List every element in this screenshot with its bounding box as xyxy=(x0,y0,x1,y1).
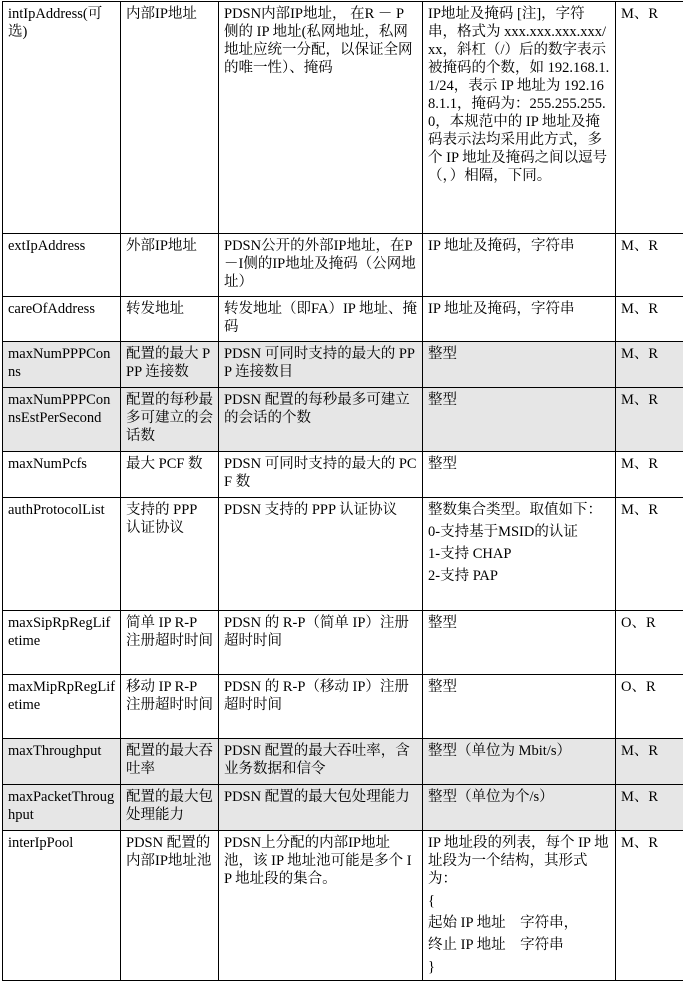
param-name-cell: authProtocolList xyxy=(3,498,121,611)
param-name-cell: careOfAddress xyxy=(3,297,121,342)
param-cn-name-cell: 外部IP地址 xyxy=(121,234,219,297)
param-desc-cell: PDSN 配置的最大吞吐率，含业务数据和信令 xyxy=(219,739,423,785)
param-type-cell xyxy=(423,342,616,388)
param-desc-cell: PDSN公开的外部IP地址，在P－I侧的IP地址及掩码（公网地址） xyxy=(219,234,423,297)
param-name-cell: interIpPool xyxy=(3,831,121,981)
type-line: { xyxy=(428,892,611,910)
type-line: IP地址及掩码 [注]，字符串，格式为 xxx.xxx.xxx.xxx/xx，斜杠（/）后的数字表示被掩码的个数，如 192.168.1.1/24，表示 IP 地址为 192.168.1.1，掩码为：255.255.255.0，本规范中的 IP 地址及掩码表示法均采用此方式，多个 IP 地址及掩码之间以逗号（，）相隔，下同。 xyxy=(428,5,611,185)
param-cn-name-cell: 最大 PCF 数 xyxy=(121,452,219,498)
param-mr-cell: M、R xyxy=(616,739,683,785)
param-mr-cell: M、R xyxy=(616,2,683,234)
type-line: IP 地址及掩码，字符串 xyxy=(428,300,611,318)
table-row xyxy=(3,388,683,452)
param-mr-cell: M、R xyxy=(616,452,683,498)
param-mr-cell: M、R xyxy=(616,297,683,342)
param-mr-cell: M、R xyxy=(616,234,683,297)
type-line: 终止 IP 地址 字符串 xyxy=(428,936,611,954)
param-cn-name-cell: PDSN 配置的内部IP地址池 xyxy=(121,831,219,981)
type-line: 起始 IP 地址 字符串， xyxy=(428,914,611,932)
param-type-cell xyxy=(423,785,616,831)
table-row xyxy=(3,342,683,388)
param-desc-cell: PDSN 可同时支持的最大的 PPP 连接数目 xyxy=(219,342,423,388)
type-line: 整型（单位为个/s） xyxy=(428,788,611,806)
param-mr-cell: O、R xyxy=(616,611,683,675)
table-row xyxy=(3,739,683,785)
table-row xyxy=(3,234,683,297)
param-desc-cell: PDSN 的 R-P（简单 IP）注册超时时间 xyxy=(219,611,423,675)
param-name-cell: extIpAddress xyxy=(3,234,121,297)
param-name-cell: intIpAddress(可选) xyxy=(3,2,121,234)
param-name-cell: maxNumPcfs xyxy=(3,452,121,498)
param-desc-cell: PDSN 配置的最大包处理能力 xyxy=(219,785,423,831)
param-type-cell xyxy=(423,611,616,675)
table-row xyxy=(3,2,683,234)
type-line: 整型 xyxy=(428,678,611,696)
param-cn-name-cell: 转发地址 xyxy=(121,297,219,342)
param-desc-cell: PDSN 支持的 PPP 认证协议 xyxy=(219,498,423,611)
param-cn-name-cell: 配置的最大吞吐率 xyxy=(121,739,219,785)
param-name-cell: maxThroughput xyxy=(3,739,121,785)
param-desc-cell: PDSN上分配的内部IP地址池，该 IP 地址池可能是多个 IP 地址段的集合。 xyxy=(219,831,423,981)
param-cn-name-cell: 简单 IP R-P 注册超时时间 xyxy=(121,611,219,675)
param-desc-cell: PDSN 配置的每秒最多可建立的会话的个数 xyxy=(219,388,423,452)
param-mr-cell: M、R xyxy=(616,498,683,611)
param-desc-cell: PDSN 可同时支持的最大的 PCF 数 xyxy=(219,452,423,498)
param-type-cell xyxy=(423,498,616,611)
table-row xyxy=(3,452,683,498)
table-body xyxy=(3,2,683,981)
type-line: 整数集合类型。取值如下： xyxy=(428,501,611,519)
table-row xyxy=(3,611,683,675)
param-desc-cell: PDSN内部IP地址， 在R － P 侧的 IP 地址(私网地址，私网地址应统一分配，以保证全网的唯一性）、掩码 xyxy=(219,2,423,234)
param-type-cell xyxy=(423,675,616,739)
table-row xyxy=(3,675,683,739)
type-line: } xyxy=(428,958,611,976)
type-line: 1-支持 CHAP xyxy=(428,545,611,563)
type-line: 2-支持 PAP xyxy=(428,567,611,585)
param-cn-name-cell: 内部IP地址 xyxy=(121,2,219,234)
table-row xyxy=(3,831,683,981)
table-row xyxy=(3,785,683,831)
type-line: 整型 xyxy=(428,345,611,363)
param-type-cell xyxy=(423,739,616,785)
param-cn-name-cell: 配置的最大包处理能力 xyxy=(121,785,219,831)
param-mr-cell: M、R xyxy=(616,342,683,388)
type-line: IP 地址及掩码，字符串 xyxy=(428,237,611,255)
param-type-cell xyxy=(423,297,616,342)
param-desc-cell: PDSN 的 R-P（移动 IP）注册超时时间 xyxy=(219,675,423,739)
param-name-cell: maxNumPPPConnsEstPerSecond xyxy=(3,388,121,452)
type-line: 整型 xyxy=(428,391,611,409)
param-mr-cell: M、R xyxy=(616,831,683,981)
param-name-cell: maxSipRpRegLifetime xyxy=(3,611,121,675)
param-cn-name-cell: 支持的 PPP 认证协议 xyxy=(121,498,219,611)
param-mr-cell: O、R xyxy=(616,675,683,739)
table-row xyxy=(3,297,683,342)
param-desc-cell: 转发地址（即FA）IP 地址、掩码 xyxy=(219,297,423,342)
param-type-cell xyxy=(423,2,616,234)
type-line: 整型 xyxy=(428,455,611,473)
param-type-cell xyxy=(423,452,616,498)
param-cn-name-cell: 配置的最大 PPP 连接数 xyxy=(121,342,219,388)
param-mr-cell: M、R xyxy=(616,785,683,831)
table-row xyxy=(3,498,683,611)
type-line: 0-支持基于MSID的认证 xyxy=(428,523,611,541)
param-name-cell: maxMipRpRegLifetime xyxy=(3,675,121,739)
param-mr-cell: M、R xyxy=(616,388,683,452)
param-type-cell xyxy=(423,234,616,297)
type-line: IP 地址段的列表，每个 IP 地址段为一个结构，其形式为： xyxy=(428,834,611,888)
type-line: 整型 xyxy=(428,614,611,632)
param-cn-name-cell: 移动 IP R-P 注册超时时间 xyxy=(121,675,219,739)
type-line: 整型（单位为 Mbit/s） xyxy=(428,742,611,760)
param-cn-name-cell: 配置的每秒最多可建立的会话数 xyxy=(121,388,219,452)
param-name-cell: maxNumPPPConns xyxy=(3,342,121,388)
parameter-table xyxy=(2,1,683,981)
param-type-cell xyxy=(423,388,616,452)
param-name-cell: maxPacketThroughput xyxy=(3,785,121,831)
param-type-cell xyxy=(423,831,616,981)
